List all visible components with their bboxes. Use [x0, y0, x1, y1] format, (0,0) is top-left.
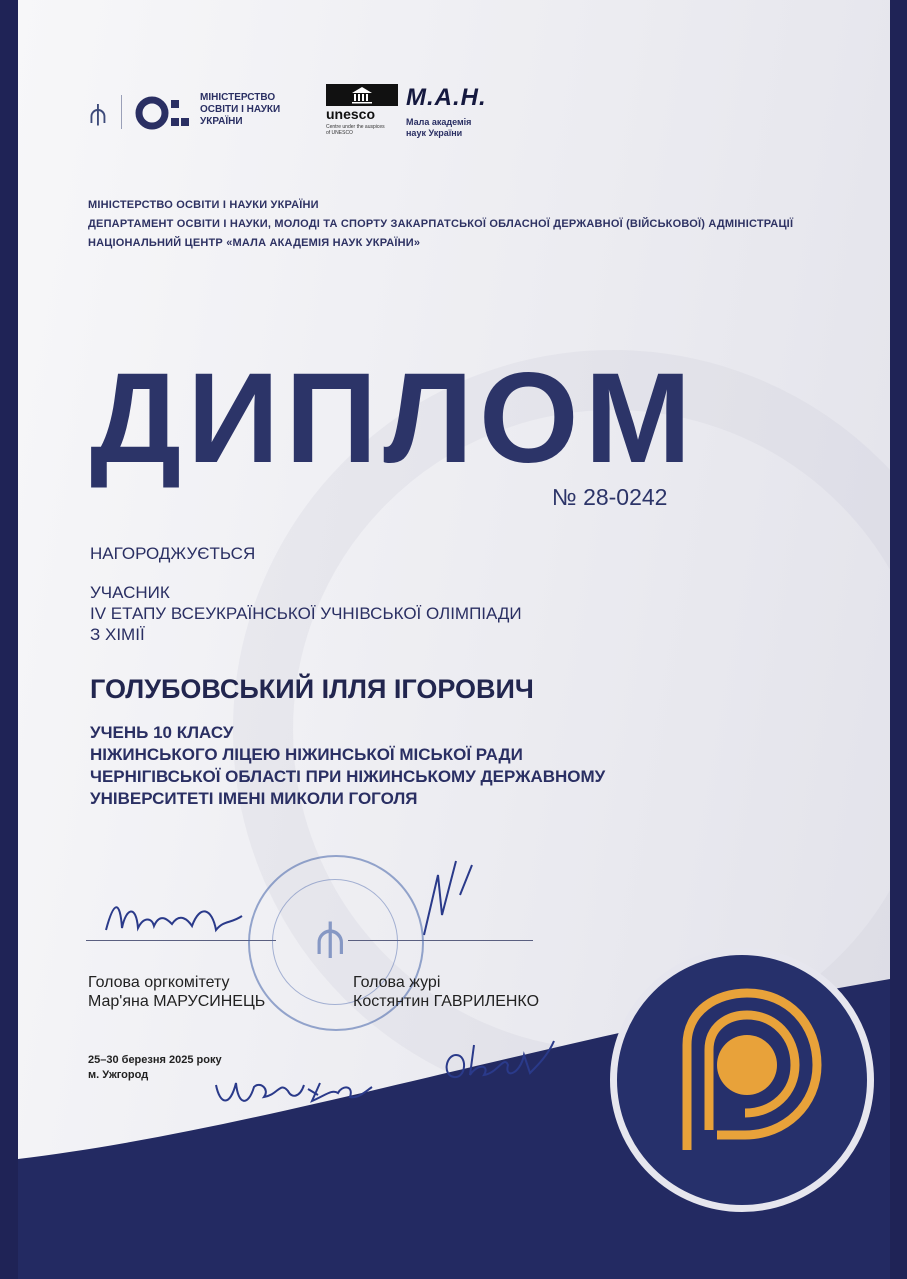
left-signatory-name: Мар'яна МАРУСИНЕЦЬ — [88, 993, 266, 1010]
right-signatory — [353, 973, 539, 1011]
left-signatory — [88, 973, 265, 1011]
right-signatory-name: Костянтин ГАВРИЛЕНКО — [353, 993, 540, 1010]
right-border-band — [890, 0, 907, 1279]
student-line: НІЖИНСЬКОГО ЛІЦЕЮ НІЖИНСЬКОЇ МІСЬКОЇ РАДИ — [90, 745, 523, 764]
recipient-name: ГОЛУБОВСЬКИЙ ІЛЛЯ ІГОРОВИЧ — [90, 674, 534, 704]
stamp-trident-icon: ⫛ — [316, 912, 345, 965]
institution-line: ДЕПАРТАМЕНТ ОСВІТИ І НАУКИ, МОЛОДІ ТА СПОРТУ ЗАКАРПАТСЬКОЇ ОБЛАСНОЇ ДЕРЖАВНОЇ (ВІЙСЬКОВОЇ) АДМІНІСТРАЦІЇ — [88, 218, 794, 230]
signature-right — [416, 855, 486, 945]
handwritten-note — [208, 1025, 618, 1120]
student-line: УЧЕНЬ 10 КЛАСУ — [90, 723, 234, 742]
institution-line: МІНІСТЕРСТВО ОСВІТИ І НАУКИ УКРАЇНИ — [88, 199, 319, 211]
institutions-block — [88, 196, 793, 253]
left-border-band — [0, 0, 18, 1279]
participant-line: УЧАСНИК — [90, 583, 170, 602]
student-line: УНІВЕРСИТЕТІ ІМЕНІ МИКОЛИ ГОГОЛЯ — [90, 789, 418, 808]
right-signatory-role: Голова журі — [353, 974, 441, 991]
diploma-number: № 28-0242 — [552, 484, 668, 510]
logo-separator — [121, 95, 122, 129]
dates-line: 25–30 березня 2025 року — [88, 1054, 222, 1066]
city-line: м. Ужгород — [88, 1069, 149, 1081]
ministry-logo-icon — [135, 96, 191, 130]
man-emblem-icon — [617, 955, 867, 1205]
unesco-subtitle: Centre under the auspices of UNESCO — [326, 124, 385, 136]
awarded-label: НАГОРОДЖУЄТЬСЯ — [90, 544, 256, 563]
participant-line: IV ЕТАПУ ВСЕУКРАЇНСЬКОЇ УЧНІВСЬКОЇ ОЛІМПІАДИ — [90, 604, 522, 623]
man-subtitle: Мала академія наук України — [406, 117, 472, 138]
trident-icon: ⫛ — [89, 98, 107, 129]
signature-left — [96, 890, 256, 960]
unesco-temple-icon — [326, 84, 398, 106]
diploma-title: ДИПЛОМ — [90, 347, 698, 490]
event-dates — [88, 1053, 222, 1083]
student-block — [90, 722, 605, 810]
participant-block — [90, 582, 522, 645]
man-logo: М.А.Н. — [406, 84, 487, 111]
unesco-wordmark: unesco — [326, 106, 376, 122]
diploma-sheet — [18, 0, 890, 1279]
institution-line: НАЦІОНАЛЬНИЙ ЦЕНТР «МАЛА АКАДЕМІЯ НАУК УКРАЇНИ» — [88, 237, 421, 249]
participant-line: З ХІМІЇ — [90, 625, 145, 644]
student-line: ЧЕРНІГІВСЬКОЇ ОБЛАСТІ ПРИ НІЖИНСЬКОМУ ДЕРЖАВНОМУ — [90, 767, 606, 786]
left-signatory-role: Голова оргкомітету — [88, 974, 230, 991]
man-emblem — [610, 948, 874, 1212]
ministry-logo-text: МІНІСТЕРСТВО ОСВІТИ І НАУКИ УКРАЇНИ — [200, 92, 281, 127]
